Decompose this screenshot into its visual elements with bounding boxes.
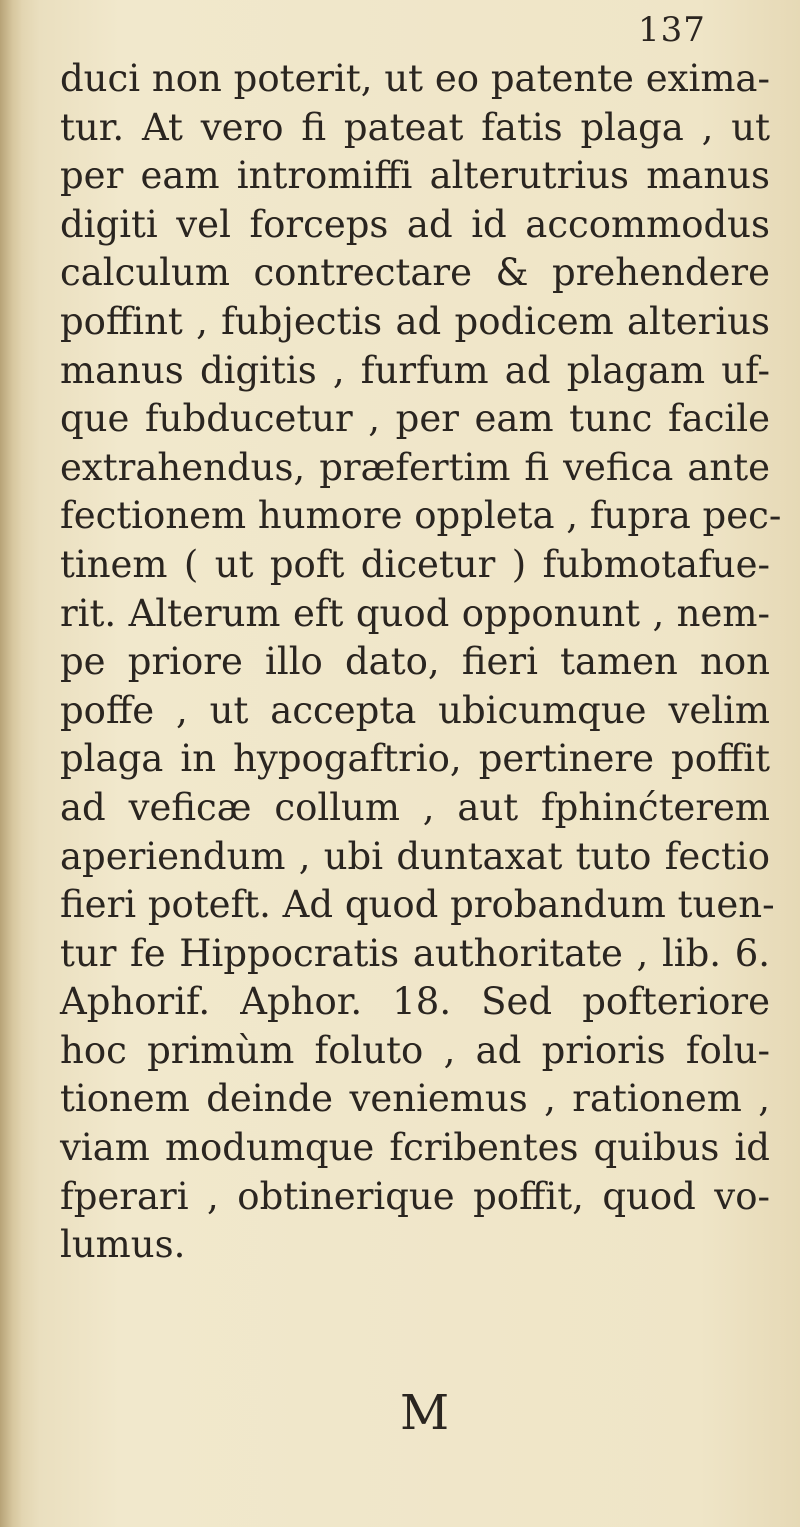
text-line: ad veficæ collum , aut fphinćterem — [60, 785, 770, 829]
body-text — [60, 55, 782, 1270]
binding-fold-shadow — [0, 0, 22, 1527]
text-line: poffint , fubjectis ad podicem alterius — [60, 299, 770, 343]
text-line: aperiendum , ubi duntaxat tuto fectio — [60, 834, 770, 878]
text-line: extrahendus, præfertim fi vefica ante — [60, 445, 770, 489]
text-line: fperari , obtinerique poffit, quod vo- — [60, 1174, 770, 1218]
text-line: tionem deinde veniemus , rationem , — [60, 1077, 770, 1121]
text-line: pe priore illo dato, fieri tamen non — [60, 640, 770, 684]
text-line: poffe , ut accepta ubicumque velim — [60, 688, 770, 732]
text-line: fectionem humore oppleta , fupra pec- — [60, 494, 782, 538]
text-line: fieri poteft. Ad quod probandum tuen- — [60, 883, 775, 927]
text-line: tur. At vero fi pateat fatis plaga , ut — [60, 105, 770, 149]
signature-mark: M — [400, 1385, 450, 1441]
text-line: manus digitis , furfum ad plagam uf- — [60, 348, 770, 392]
text-line: que fubducetur , per eam tunc facile — [60, 397, 770, 441]
text-line: viam modumque fcribentes quibus id — [60, 1126, 770, 1170]
text-line: digiti vel forceps ad id accommodus — [60, 202, 770, 246]
text-line: hoc primùm foluto , ad prioris folu- — [60, 1028, 770, 1072]
text-line: calculum contrectare & prehendere — [60, 251, 770, 295]
text-line: lumus. — [60, 1223, 186, 1267]
page-number: 137 — [638, 10, 706, 50]
text-line: per eam intromiffi alterutrius manus — [60, 154, 770, 198]
text-line: tinem ( ut poft dicetur ) fubmotafue- — [60, 542, 770, 586]
text-line: Aphorif. Aphor. 18. Sed pofteriore — [60, 980, 770, 1024]
text-line: plaga in hypogaftrio, pertinere poffit — [60, 737, 770, 781]
text-line: rit. Alterum eft quod opponunt , nem- — [60, 591, 770, 635]
text-line: tur fe Hippocratis authoritate , lib. 6. — [60, 931, 770, 975]
text-line: duci non poterit, ut eo patente exima- — [60, 57, 770, 100]
